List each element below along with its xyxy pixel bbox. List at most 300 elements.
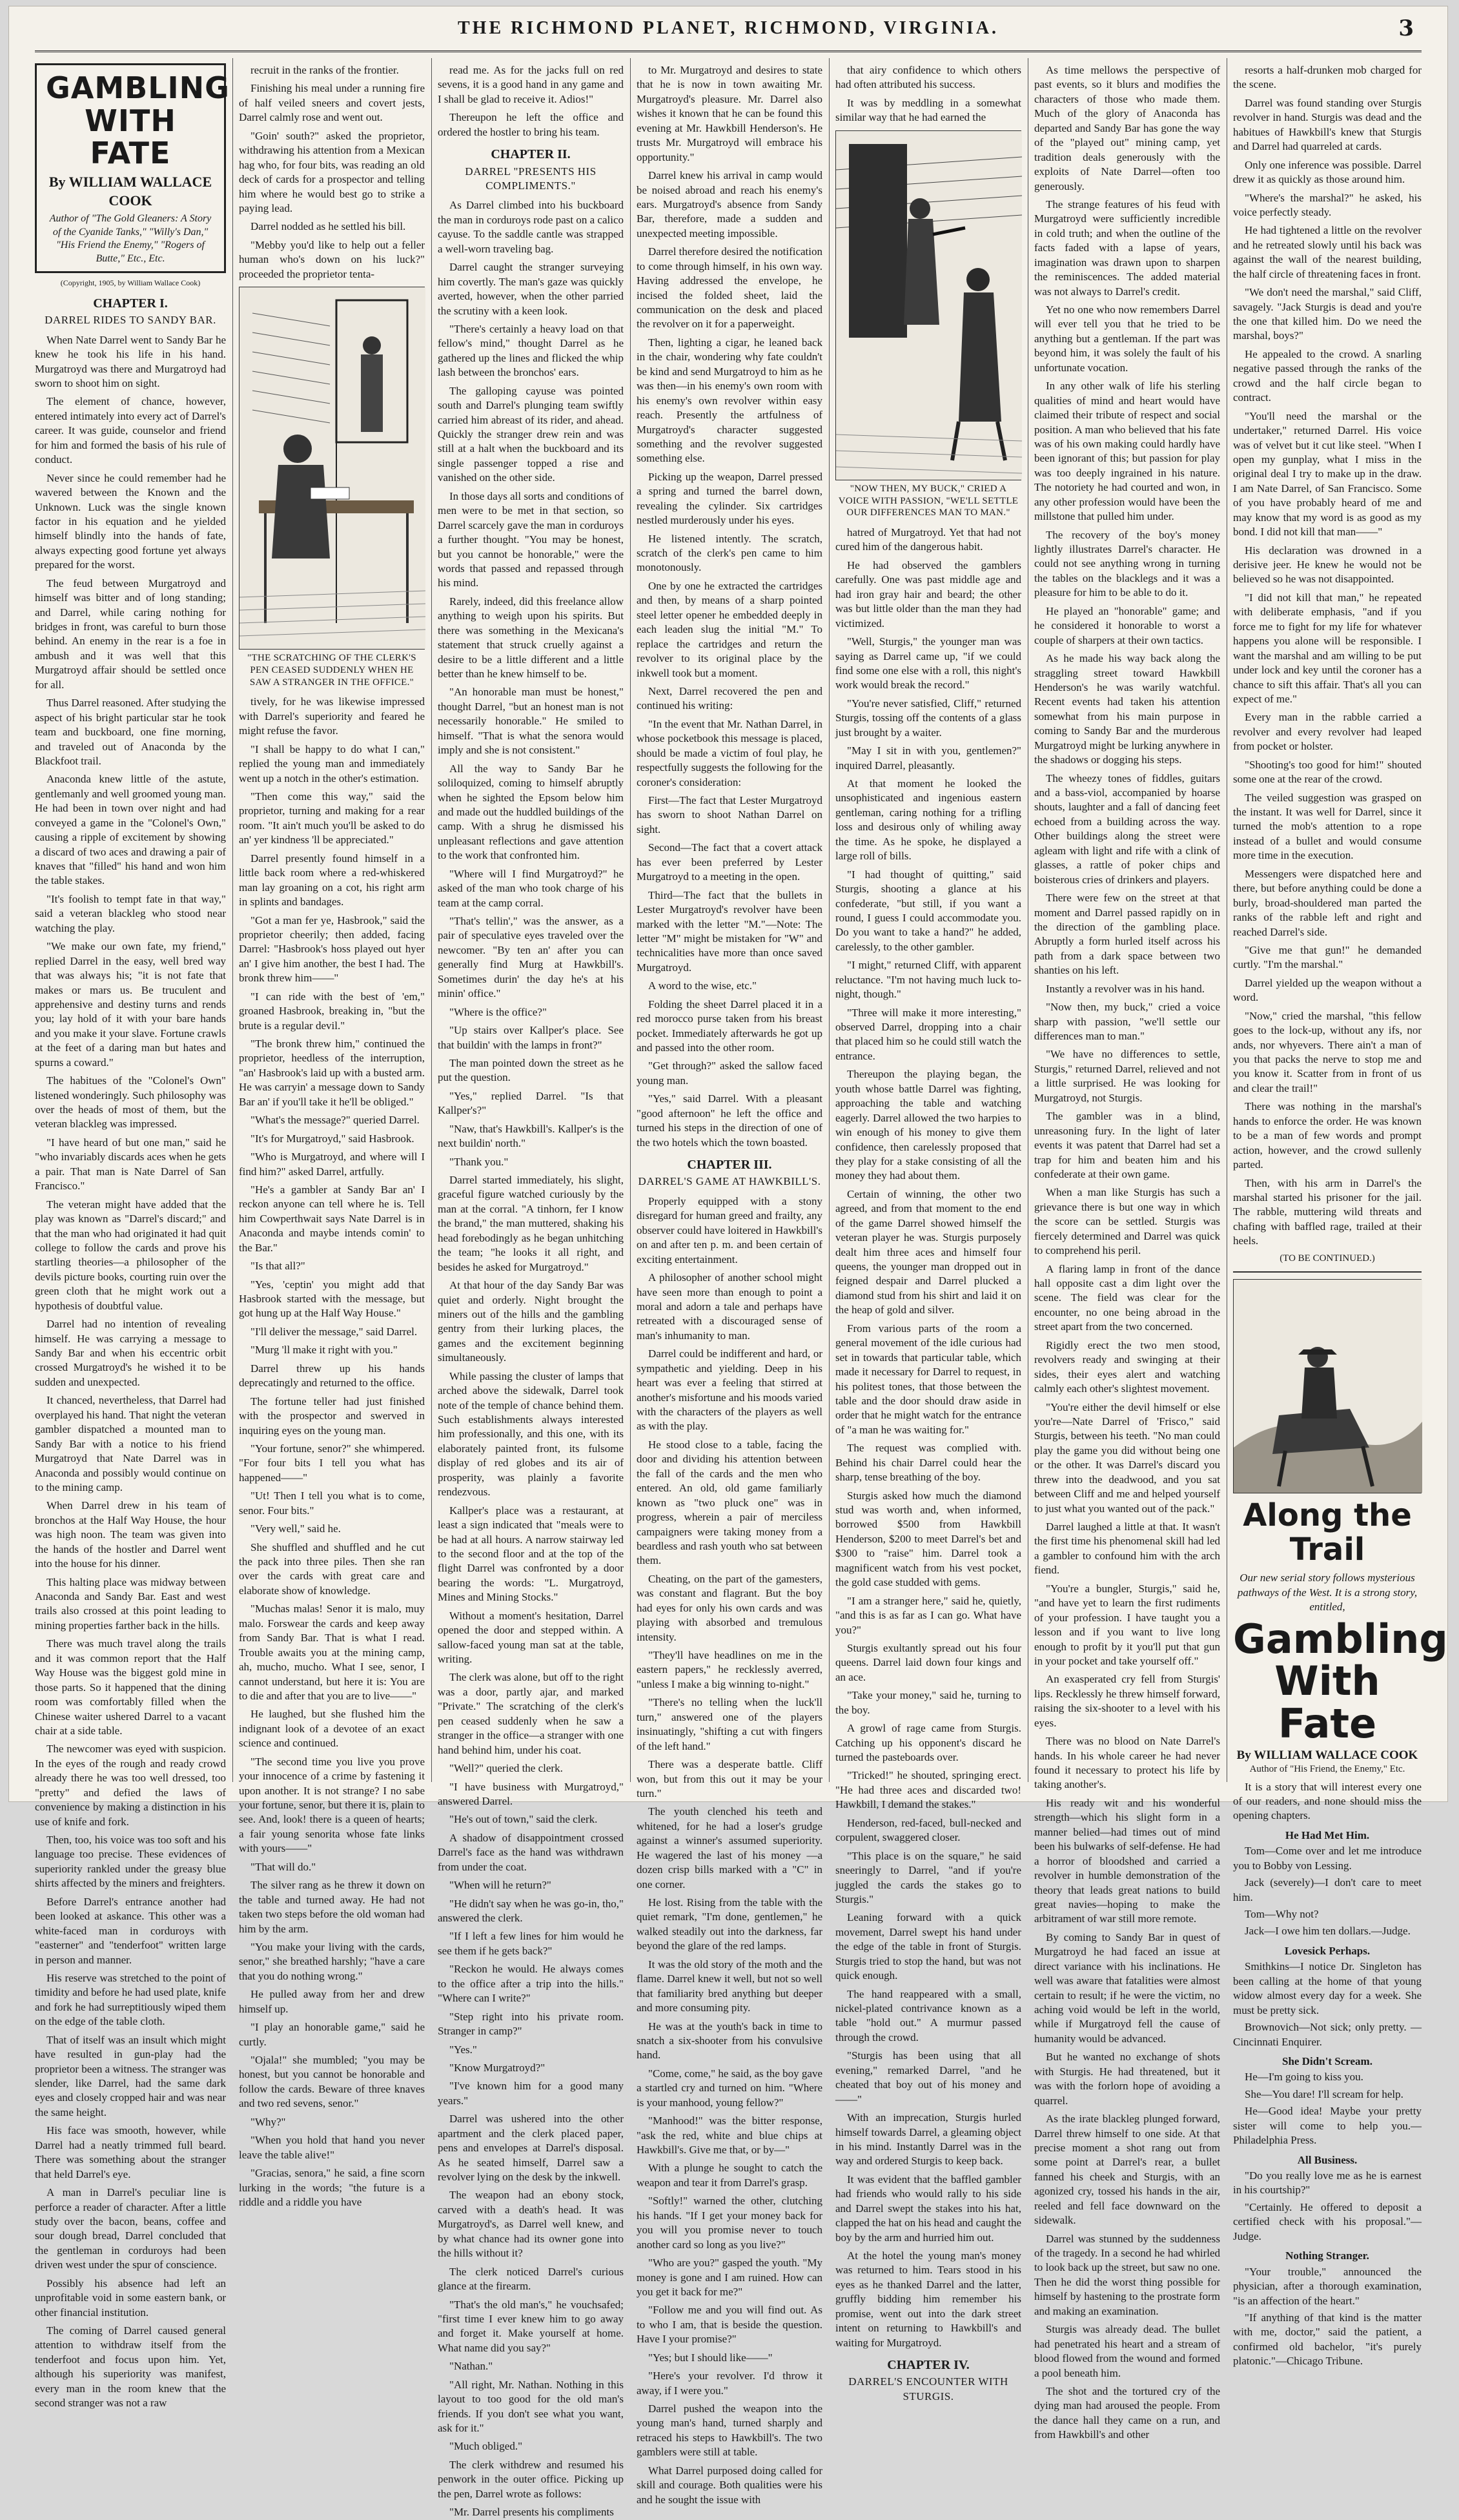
masthead [35,12,1422,52]
paragraph: The gambler was in a blind, unreasoning fury. In the light of later events it was patent that Darrel had set a trap for him and beaten him and his confederate at their own game. [1034,1110,1220,1180]
paragraph: "If I left a few lines for him would he see them if he gets back?" [438,1930,624,1957]
paragraph: "In the event that Mr. Nathan Darrel, in whose pocketbook this message is placed, should be made a victim of foul play, he respectfully suggests the following for the coroner's consideration: [637,717,822,788]
ad-title: Along the Trail [1243,1497,1412,1568]
paragraph: "We don't need the marshal," said Cliff, savagely. "Jack Sturgis is dead and you're the one that killed him. Do we need the marshal, boys?" [1233,286,1422,342]
paragraph: It was the old story of the moth and the flame. Darrel knew it well, but not so well that familiarity bred anything but deeper and more consuming pity. [637,1958,822,2014]
illustration-trail [1233,1279,1422,1493]
joke-line: He—Good idea! Maybe your pretty sister will come to help you.—Philadelphia Press. [1233,2105,1422,2147]
column-4 [637,63,822,2506]
paragraph: At that moment he looked the unsophisticated and ingenious eastern gentleman, caring nothing for a trifling loss and desirous only of whiling away the time. As he spoke, he displayed a large roll of bills. [835,777,1021,863]
paragraph: "Now then, my buck," cried a voice sharp with passion, "we'll settle our differences man to man." [1034,1001,1220,1042]
paragraph: "He didn't say when he was go-in, tho," answered the clerk. [438,1897,624,1925]
paragraph: "He's a gambler at Sandy Bar an' I reckon anyone can tell where he is. Tell him Cowperthwait says Nate Darrel is in Anaconda and maybe intends comin' to the Bar." [239,1183,425,1254]
paragraph: "That's the old man's," he vouchsafed; "first time I ever knew him to go away and forget it. Make yourself at home. What name did you say?" [438,2298,624,2354]
paper [311,487,349,499]
paragraph: "Ojala!" she mumbled; "you may be honest, but you cannot be honorable and follow the cards. Beware of three knaves and two red sevens, senor." [239,2054,425,2110]
paragraph: "I have heard of but one man," said he "who invariably discards aces when he gets a pair. That man is Nate Darrel of San Francisco." [35,1136,226,1193]
paragraph: A growl of rage came from Sturgis. Catching up his opponent's discard he turned the pasteboards over. [835,1722,1021,1763]
paragraph: Only one inference was possible. Darrel drew it as quickly as those around him. [1233,158,1422,186]
article-body [438,63,624,139]
rider-figure [1301,1368,1337,1419]
paragraph: "Mr. Darrel presents his compliments [449,2506,614,2519]
page-number: 3 [1398,15,1414,41]
story-byline: By WILLIAM WALLACE COOK [48,173,212,209]
paragraph: "It's for Murgatroyd," said Hasbrook. [250,1132,414,1145]
column-1 [35,63,230,2410]
paragraph: Then, with his arm in Darrel's the marshal started his prisoner for the jail. The rabble, muttering wild threats and chafing with baffled rage, trailed at their heels. [1233,1176,1422,1247]
paragraph: Possibly his absence had left an unprofitable void in some eastern bank, or other financial institution. [35,2277,226,2319]
paragraph: His reserve was stretched to the point of timidity and before he had used plate, knife and fork he had surreptitiously wiped them on the edge of the table cloth. [35,1971,226,2028]
paragraph: He laughed, but she flushed him the indignant look of a devotee of an exact science and continued. [239,1708,425,1750]
paragraph: "Yes," said Darrel. With a pleasant "good afternoon" he left the office and turned his steps in the direction of one of the two hotels which the town boasted. [637,1092,822,1149]
paragraph: Darrel pushed the weapon into the young man's hand, turned sharply and retraced his steps to Hawkbill's. The two gamblers were still at table. [637,2402,822,2459]
paragraph: The youth clenched his teeth and whitened, for he had a loser's grudge against a winner's assumed superiority. He wagered the last of his money —a dozen crisp bills marked with a "C" in one corner. [637,1805,822,1890]
paragraph: Messengers were dispatched here and there, but before anything could be done a burly, broad-shouldered man parted the ranks of the rabble left and right and reached Darrel's side. [1233,867,1422,938]
paragraph: There was a desperate battle. Cliff won, but from this out it may be your turn." [637,1758,822,1799]
joke-line: Brownovich—Not sick; only pretty. —Cincinnati Enquirer. [1233,2021,1422,2048]
paragraph: "You make your living with the cards, senor," she breathed harshly; "have a care that you do nothing wrong." [239,1940,425,1982]
column-rule [630,58,631,1782]
paragraph: "It's foolish to tempt fate in that way," said a veteran blackleg who stood near watching the play. [35,892,226,934]
paragraph: The shot and the tortured cry of the dying man had aroused the people. From the dance hall they came on a run, and from Hawkbill's and other [1034,2384,1220,2441]
paragraph: Cheating, on the part of the gamesters, was constant and flagrant. But the boy had eyes for only his own cards and was playing with absorbed and tremulous intensity. [637,1572,822,1643]
illustration-caption: "THE SCRATCHING OF THE CLERK'S PEN CEASED SUDDENLY WHEN HE SAW A STRANGER IN THE OFFICE." [247,653,416,688]
paragraph: "There's no telling when the luck'll turn," answered one of the players insinuatingly, "shifting a cut with fingers of the left hand." [637,1696,822,1752]
paragraph: "You're either the devil himself or else you're—Nate Darrel of 'Frisco," said Sturgis, between his teeth. "No man could play the game you did without being one or the other. It was Darrel's discard you threw into the deadwood, and you sat between Cliff and me and helped yourself to just what you wanted out of the pack." [1034,1400,1220,1515]
joke-line: "If anything of that kind is the matter with me, doctor," said the patient, a confirmed old bachelor, "it's purely platonic."—Chicago Tribune. [1233,2311,1422,2368]
paragraph: "When will he return?" [449,1879,551,1892]
divider [1233,1271,1422,1273]
paragraph: "Get through?" asked the sallow faced young man. [637,1060,822,1087]
paragraph: Henderson, red-faced, bull-necked and corpulent, swaggered closer. [835,1816,1021,1844]
paragraph: As time mellows the perspective of past events, so it blurs and modifies the characters of those who made them. Much of the glory of Anaconda has departed and Sandy Bar has gone the way of the "played out" mining camp, yet tradition deals generously with the exploits of Nate Darrel—often too generously. [1034,64,1220,192]
joke-line: "Your trouble," announced the physician, after a thorough examination, "is an affection of the heart." [1233,2265,1422,2307]
paragraph: Rarely, indeed, did this freelance allow anything to weigh upon his spirits. But there was something in the Mexicana's statement that struck cruelly against a desire to be a little different and a little better than he knew himself to be. [438,595,624,681]
paragraph: Instantly a revolver was in his hand. [1046,982,1205,995]
paragraph: hatred of Murgatroyd. Yet that had not cured him of the dangerous habit. [835,526,1021,553]
paragraph: The clerk noticed Darrel's curious glance at the firearm. [438,2265,624,2293]
paragraph: The habitues of the "Colonel's Own" listened wonderingly. Such philosophy was over the heads of most of them, but the veteran blackleg was impressed. [35,1074,226,1131]
paragraph: Darrel nodded as he settled his bill. [250,220,406,233]
paragraph: Darrel was stunned by the suddenness of the tragedy. In a second he had whirled to look back up the street, but saw no one. Then he did the worst thing possible for himself by hastening to the prostrate form and making an examination. [1034,2232,1220,2317]
paragraph: Without a moment's hesitation, Darrel opened the door and stepped within. A sallow-faced young man sat at the table, writing. [438,1609,624,1666]
paragraph: "We make our own fate, my friend," replied Darrel in the easy, well bred way that was always his; "it is not fate that makes or mars us. Be truculent and apprehensive and destiny turns and rends you; lay hold of it with your bare hands and you make it your slave. Fortune crawls at the feet of a daring man but hates and spurns a coward." [35,940,226,1069]
joke-line: Tom—Why not? [1245,1908,1319,1921]
paragraph: Third—The fact that the bullets in Lester Murgatroyd's revolver have been marked with the letter "M."—Note: The letter "M" might be mistaken for "W" and technicalities have more than once saved Murgatroyd. [637,888,822,974]
paragraph: "Shooting's too good for him!" shouted some one at the rear of the crowd. [1233,758,1422,786]
paragraph: Darrel presently found himself in a little back room where a red-whiskered man lay groaning on a cot, his right arm in splints and bandages. [239,852,425,908]
paragraph: The fortune teller had just finished with the prospector and swerved in inquiring eyes on the young man. [239,1395,425,1437]
ad-author-of: Author of "His Friend, the Enemy," Etc. [1249,1763,1405,1774]
paragraph: "I did not kill that man," he repeated with deliberate emphasis, "and if you force me to fight for my life for whatever happens you alone will be responsible. I want the marshal and am willing to be put under lock and key until the coroner has a chance to sift this affair. That's all you can expect of me." [1233,591,1422,705]
paragraph: In any other walk of life his sterling qualities of mind and heart would have claimed their tribute of respect and social position. A man who believed that his fate was of his own making could hardly have been ignorant of this; but passion for play was too deeply ingrained in his nature. The notoriety he had courted and won, in any other profession would have been the millstone that pulled him under. [1034,380,1220,523]
stranger-figure [361,354,383,432]
paragraph: "Where's the marshal?" he asked, his voice perfectly steady. [1233,191,1422,218]
ad-byline: By WILLIAM WALLACE COOK [1236,1748,1418,1762]
paragraph: Every man in the rabble carried a revolver and every revolver had leaped from pocket or holster. [1233,711,1422,753]
paragraph: "Here's your revolver. I'd throw it away, if I were you." [637,2370,822,2397]
paragraph: Certain of winning, the other two agreed, and from that moment to the end of the game Darrel showed himself the veteran player he was. Sturgis purposely dealt him three aces and himself four queens, the younger man dropped out in feigned despair and Darrel plucked a diamond stud from his shirt and laid it on the heap of gold and silver. [835,1187,1021,1316]
paragraph: Finishing his meal under a running fire of half veiled sneers and covert jests, Darrel calmly rose and went out. [239,82,425,124]
paragraph: Darrel threw up his hands deprecatingly and returned to the office. [239,1362,425,1389]
paragraph: He had tightened a little on the revolver and he retreated slowly until his back was against the wall of the nearest building, the half circle of threatening faces in front. [1233,224,1422,280]
paragraph: This halting place was midway between Anaconda and Sandy Bar. East and west trails also crossed at this point leading to mining properties farther back in the hills. [35,1575,226,1632]
paragraph: He appealed to the crowd. A snarling negative passed through the ranks of the crowd and the half circle began to contract. [1233,347,1422,404]
paragraph: The coming of Darrel caused general attention to withdraw itself from the tenderfoot and focus upon him. Yet, although his superiority was manifest, every man in the room knew that the second stranger was not a raw [35,2324,226,2410]
paragraph: There was no blood on Nate Darrel's hands. In his whole career he had never found it necessary to protect his life by taking another's. [1034,1735,1220,1791]
paragraph: "Manhood!" was the bitter response, "ask the red, white and blue chips at Hawkbill's. Give me that, or by—" [637,2115,822,2156]
paragraph: tively, for he was likewise impressed with Darrel's superiority and feared he might refuse the favor. [239,695,425,737]
paragraph: Leaning forward with a quick movement, Darrel swept his hand under the edge of the table in front of Sturgis. Sturgis tried to stop the hand, but was not quick enough. [835,1911,1021,1982]
paragraph: Second—The fact that a covert attack has ever been preferred by Lester Murgatroyd to a meeting in the open. [637,841,822,883]
paragraph: As he made his way back along the straggling street toward Hawkbill Henderson's he was warily watchful. Recent events had taken his attention somewhat from his main purpose in coming to Sandy Bar and the murderous Murgatroyd might be lurking anywhere in the shadows or dogging his steps. [1034,652,1220,766]
darrel-head [966,268,990,291]
paragraph: Darrel could be indifferent and hard, or sympathetic and yielding. Deep in his heart was ever a feeling that stirred at another's misfortune and his moods varied with the characters of the players as well as with the play. [637,1347,822,1433]
paragraph: "Where will I find Murgatroyd?" he asked of the man who took charge of his team at the camp corral. [438,867,624,909]
paragraph: "Three will make it more interesting," observed Darrel, dropping into a chair that placed him so he could still watch the entrance. [835,1006,1021,1062]
paragraph: The veiled suggestion was grasped on the instant. It was well for Darrel, since it turned the mob's attention to a rope instead of a bullet and would consume more time in the execution. [1233,791,1422,862]
paragraph: With a plunge he sought to catch the weapon and tear it from Darrel's grasp. [637,2162,822,2189]
paragraph: Folding the sheet Darrel placed it in a red morocco purse taken from his breast pocket. Immediately afterwards he got up and passed into the other room. [637,998,822,1054]
paragraph: Then, lighting a cigar, he leaned back in the chair, wondering why fate couldn't be kind and send Murgatroyd to him as he was then—in his enemy's own room with his enemy's own revolver within easy reach. Presently the artfulness of Murgatroyd's character suggested something and the revolver suggested something else. [637,336,822,465]
joke-title: Lovesick Perhaps. [1284,1944,1371,1957]
paragraph: His face was smooth, however, while Darrel had a neatly trimmed full beard. There was something about the stranger that held Darrel's eye. [35,2124,226,2180]
paragraph: "The second time you live you prove your innocence of a crime by fastening it upon another. It is not strange? I no sabe your fortune, senor, but there it is, plain to see. And, look! there is a queen of hearts; a fair young senorita whose fate links with yours——" [239,1755,425,1855]
paragraph: The silver rang as he threw it down on the table and turned away. He had not taken two steps before the old woman had him by the arm. [239,1879,425,1935]
joke-line: She—You dare! I'll scream for help. [1245,2087,1403,2100]
paragraph: In those days all sorts and conditions of men were to be met in that section, so Darrel scarcely gave the man in corduroys a further thought. "You may be honest, but you cannot be honorable," were the words that passed and repassed through his mind. [438,489,624,589]
paragraph: The feud between Murgatroyd and himself was bitter and of long standing; and Darrel, while caring nothing for bridges in front, was careful to burn those behind. An enemy in the rear is a foe in ambush and it was well that this Murgatroyd affair should be settled once for all. [35,577,226,691]
paragraph: "You'll need the marshal or the undertaker," returned Darrel. His voice was of velvet but it cut like steel. "When I open my gunplay, what I miss in the original deal I try to make up in the draw. I am Nate Darrel, of San Francisco. Some of you have probably heard of me and may know that my word is as good as my bond. I did not kill that man——" [1233,409,1422,538]
paragraph: "Muchas malas! Senor it is malo, muy malo. Forswear the cards and keep away from Sandy Bar. That is what I read. Trouble awaits you at the mining camp, ah, mucho, mucho. What I see, senor, I cannot understand, but here it is: You are to die and after that you are to live——" [239,1603,425,1702]
paragraph: "I shall be happy to do what I can," replied the young man and immediately went up a notch in the other's estimation. [239,743,425,784]
paragraph: "Nathan." [449,2360,493,2373]
paragraph: "Is that all?" [250,1260,305,1273]
paragraph: He was at the youth's back in time to snatch a six-shooter from his convulsive hand. [637,2020,822,2062]
story-author-of: Author of "The Gold Gleaners: A Story of the Cyanide Tanks," "Willy's Dan," "His Friend the Enemy," "Rogers of Butte," Etc., Etc. [49,212,212,265]
paragraph: "Come, come," he said, as the boy gave a startled cry and turned on him. "Where is your manhood, young fellow?" [637,2067,822,2109]
joke-line: Tom—Come over and let me introduce you to Bobby von Lessing. [1233,1845,1422,1872]
sturgis-head [910,198,930,219]
paragraph: "That will do." [250,1860,316,1873]
paragraph: Darrel knew his arrival in camp would be noised abroad and reach his enemy's ears. Murgatroyd's absence from Sandy Bar, therefore, made a sudden and unexpected meeting impossible. [637,169,822,240]
paragraph: He pulled away from her and drew himself up. [239,1988,425,2015]
paragraph: Never since he could remember had he wavered between the Known and the Unknown. Luck was the single known factor in his equation and he yielded himself blindly into the hands of fate, always expecting good fortune yet always prepared for the worst. [35,471,226,571]
paragraph: He stood close to a table, facing the door and dividing his attention between the fall of the cards and the men who entered. An old, old game familiarly known as "two pluck one" was in progress, wherein a pair of merciless campaigners were taking money from a beardless and rash youth who sat between them. [637,1438,822,1567]
paragraph: The element of chance, however, entered intimately into every act of Darrel's career. It was guide, counselor and friend for him and formed the basis of his rule of conduct. [35,395,226,466]
paragraph: "Why?" [250,2115,286,2128]
paragraph: Sturgis exultantly spread out his four queens. Darrel laid down four kings and an ace. [835,1641,1021,1683]
paragraph: "Much obliged." [449,2440,523,2453]
paragraph: "Take your money," said he, turning to the boy. [835,1689,1021,1716]
paragraph: "I've known him for a good many years." [438,2080,624,2107]
paragraph: "I'll deliver the message," said Darrel. [250,1325,418,1338]
joke-line: Smithkins—I notice Dr. Singleton has been calling at the home of that young widow almost every day for a week. She must be pretty sick. [1233,1960,1422,2016]
paragraph: "Then come this way," said the proprietor, turning and making for a rear room. "It ain't much you'll be asked to do an' yer kindness 'll be appreciated." [239,790,425,846]
copyright-line: (Copyright, 1905, by William Wallace Cook) [60,278,201,288]
paragraph: Properly equipped with a stony disregard for human greed and frailty, any observer could have loitered in Hawkbill's on and after ten p. m. and been certain of exciting entertainment. [637,1194,822,1265]
paragraph: But he wanted no exchange of shots with Sturgis. He had threatened, but it was with the forlorn hope of avoiding a quarrel. [1034,2051,1220,2107]
article-body [239,63,425,282]
article-body [835,526,1021,2350]
paragraph: Darrel laughed a little at that. It wasn't the first time his phenomenal skill had led a gambler to confound him with the arch fiend. [1034,1521,1220,1577]
paragraph: "I had thought of quitting," said Sturgis, shooting a glance at his confederate, "but still, if you want a round, I guess I could accommodate you. Do you want to take a hand?" he added, carelessly, to the other gambler. [835,868,1021,953]
paragraph: All the way to Sandy Bar he soliloquized, coming to himself abruptly when he sighted the Epsom below him and made out the huddled buildings of the camp. With a shrug he dismissed his unpleasant reflections and gave attention to the work that confronted him. [438,762,624,862]
paragraph: "Reckon he would. He always comes to the office after a trip into the hills." "Where can I write?" [438,1963,624,2005]
paragraph: A man in Darrel's peculiar line is perforce a reader of character. After a little study over the bacon, beans, coffee and sour dough bread, Darrel concluded that the gentleman in corduroys had been driven west under the spur of conscience. [35,2186,226,2271]
paragraph: Next, Darrel recovered the pen and continued his writing: [637,684,822,712]
paragraph: that airy confidence to which others had often attributed his success. [835,64,1021,91]
paragraph: He had observed the gamblers carefully. One was past middle age and had iron gray hair and beard; the other was but little older than the man they had victimized. [835,558,1021,630]
paragraph: "Naw, that's Hawkbill's. Kallper's is the next buildin' north." [438,1122,624,1150]
column-5 [835,63,1021,2402]
chapter-heading: CHAPTER III. [687,1158,772,1173]
joke-title: She Didn't Scream. [1282,2054,1372,2067]
paragraph: Sturgis was already dead. The bullet had penetrated his heart and a stream of blood flowed from the wound and formed a pool beneath him. [1034,2323,1220,2379]
paragraph: When a man like Sturgis has such a grievance there is but one way in which the score can be settled. Sturgis was fiercely determined and Darrel was quick to comprehend his peril. [1034,1186,1220,1257]
paragraph: Thereupon he left the office and ordered the hostler to bring his team. [438,111,624,138]
paragraph: "You're never satisfied, Cliff," returned Sturgis, tossing off the contents of a glass just brought by a waiter. [835,697,1021,739]
paragraph: "Yes; but I should like——" [648,2351,773,2364]
paragraph: "When you hold that hand you never leave the table alive!" [239,2134,425,2161]
article-body [239,695,425,2209]
article-body [835,63,1021,125]
paragraph: That of itself was an insult which might have resulted in gun-play had the proprietor been a witness. The stranger was slender, like Darrel, had the same dark eyes and closely cropped hair and was near the same height. [35,2033,226,2118]
paragraph: "Who are you?" gasped the youth. "My money is gone and I am ruined. How can you get it back for me?" [637,2257,822,2298]
paragraph: He played an "honorable" game; and he considered it honorable to worst a couple of sharpers at their own tactics. [1034,604,1220,646]
joke-line: "Do you really love me as he is earnest in his courtship?" [1233,2169,1422,2197]
paragraph: While passing the cluster of lamps that arched above the sidewalk, Darrel took note of the temple of chance behind them. Such establishments always interested him professionally, and this one, with its elaborately painted front, its fulsome display of red globes and its air of prosperity, was plainly a favorite rendezvous. [438,1369,624,1499]
joke-line: He—I'm going to kiss you. [1245,2071,1363,2084]
paragraph: By coming to Sandy Bar in quest of Murgatroyd he had faced an issue at direct variance with his inclinations. He well was aware that fatalities were almost certain to result; if he were the victim, no aching void would be left in the world, while if Murgatroyd fell the cause of humanity would be advanced. [1034,1931,1220,2045]
paragraph: Before Darrel's entrance another had been looked at askance. This other was a white-faced man in corduroys with "easterner" and "tenderfoot" written large in person and manner. [35,1895,226,1966]
article-body [1233,63,1422,1249]
column-rule [431,58,432,1782]
joke-title: He Had Met Him. [1285,1829,1370,1841]
paragraph: A word to the wise, etc." [648,979,757,992]
column-2 [239,63,425,2208]
paragraph: Darrel yielded up the weapon without a word. [1233,976,1422,1004]
paragraph: It chanced, nevertheless, that Darrel had overplayed his hand. That night the veteran gambler dispatched a mounted man to Sandy Bar with a notice to his friend Murgatroyd that Nate Darrel was in Anaconda and possibly would continue on to the mining camp. [35,1394,226,1493]
paragraph: "Yes," replied Darrel. "Is that Kallper's?" [438,1089,624,1117]
paragraph: "Well, Sturgis," the younger man was saying as Darrel came up, "if we could find some one else with a roll, this night's work would break the record." [835,635,1021,691]
ad-story-title: Gambling With Fate [1233,1615,1448,1747]
paragraph: "There's certainly a heavy load on that fellow's mind," thought Darrel as he gathered up the lines and flicked the whip lash between the bronchos' ears. [438,322,624,379]
trail-rider-engraving [1234,1280,1422,1493]
paragraph: "Ut! Then I tell you what is to come, senor. Four bits." [239,1490,425,1517]
paragraph: "Well?" queried the clerk. [449,1762,563,1775]
paragraph: At that hour of the day Sandy Bar was quiet and orderly. Night brought the miners out of the hills and the gambling gentry from their lurking places, the games and the excitement beginning simultaneously. [438,1279,624,1364]
paragraph: "Now," cried the marshal, "this fellow goes to the lock-up, without any ifs, nor ands, nor whyevers. There ain't a man of you that packs the nerve to stop me and you know it. Scatter from in front of us and clear the trail!" [1233,1009,1422,1094]
column-3 [438,63,624,2519]
dark-building [849,144,907,338]
story-title-box [35,63,230,273]
paragraph: "They'll have headlines on me in the eastern papers," he recklessly averred, "unless I make a big winning to-night." [637,1649,822,1690]
paragraph: There was nothing in the marshal's hands to enforce the order. He was known to be a man of few words and prompt action, however, and the crowd sullenly parted. [1233,1100,1422,1171]
paragraph: A philosopher of another school might have seen more than enough to point a moral and adorn a tale and perhaps have retreated with a discouraged sense of man's inhumanity to man. [637,1271,822,1342]
paragraph: An exasperated cry fell from Sturgis' lips. Recklessly he threw himself forward, raising the six-shooter to a level with his eyes. [1034,1673,1220,1729]
paragraph: The clerk withdrew and resumed his penwork in the outer office. Picking up the pen, Darrel wrote as follows: [438,2458,624,2500]
jokes-section [1233,1829,1422,2369]
paragraph: The weapon had an ebony stock, carved with a death's head. It was Murgatroyd's, as Darrel well knew, and by what chance had its owner gone into the hills without it? [438,2189,624,2260]
joke-title: All Business. [1297,2153,1358,2166]
paragraph: "Tricked!" he shouted, springing erect. "He had three aces and discarded two! Hawkbill, I demand the stakes." [835,1769,1021,1811]
clerk-figure [272,465,330,558]
paragraph: "Very well," said he. [250,1522,341,1535]
paragraph: "I have business with Murgatroyd," answered Darrel. [438,1780,624,1807]
paragraph: "That's tellin'," was the answer, as a pair of speculative eyes traveled over the newcomer. "By ten an' after you can generally find Murg at Hawkbill's. Sometimes durin' the day he's at his minin' office." [438,915,624,1000]
paragraph: When Darrel drew in his team of bronchos at the Half Way House, the hour was high noon. The team was given into the hands of the hostler and Darrel went into the house for his dinner. [35,1499,226,1570]
paragraph: There was much travel along the trails and it was common report that the Half Way House was the biggest gold mine in those parts. So it happened that the dining room was comfortably filled when the Chinese waiter ushered Darrel to a vacant chair at a side table. [35,1637,226,1737]
chapter-subtitle: DARREL "PRESENTS HIS COMPLIMENTS." [465,165,597,192]
article-body [35,333,226,2411]
illustration-caption: "NOW THEN, MY BUCK," CRIED A VOICE WITH PASSION, "WE'LL SETTLE OUR DIFFERENCES MAN TO MAN." [838,483,1019,518]
paragraph: "Yes." [449,2043,477,2056]
chapter-subtitle: DARREL'S GAME AT HAWKBILL'S. [638,1175,821,1188]
ad-note: It is a story that will interest every one of our readers, and none should miss the opening chapters. [1233,1780,1422,1822]
paragraph: "Follow me and you will find out. As to who I am, that is beside the question. Have I your promise?" [637,2304,822,2346]
paragraph: The veteran might have added that the play was known as "Darrel's discard;" and that the man who had originated it had quit college to follow the cards and prove his startling theories—a philosopher of the devils picture books, courting ruin over the green cloth that he might work out a hypothesis of doubtful value. [35,1198,226,1312]
paragraph: "Where is the office?" [449,1005,547,1018]
paragraph: "He's out of town," said the clerk. [449,1813,598,1826]
illustration-clerk-office [239,287,425,650]
column-rule [829,58,830,1782]
ad-blurb: Our new serial story follows mysterious pathways of the West. It is a strong story, entitled, [1237,1572,1418,1613]
column-6 [1034,63,1220,2441]
paragraph: The clerk was alone, but off to the right was a door, partly ajar, and marked "Private." The scratching of the clerk's pen ceased suddenly when he saw a stranger in the office—a stranger with one hand behind him, under his coat. [438,1671,624,1756]
chapter-heading: CHAPTER IV. [887,2358,970,2373]
paragraph: The request was complied with. Behind his chair Darrel could hear the sharp, tense breathing of the boy. [835,1442,1021,1484]
paragraph: "All right, Mr. Nathan. Nothing in this layout to too good for the old man's friends. If you don't see what you want, ask for it." [438,2378,624,2435]
paragraph: "Softly!" warned the other, clutching his hands. "If I get your money back for you will you promise never to touch another card so long as you live?" [637,2195,822,2251]
paragraph: Darrel had no intention of revealing himself. He was carrying a message to Sandy Bar and when his eccentric orbit crossed Murgatroyd's he wished it to be sudden and unexpected. [35,1318,226,1388]
paragraph: Darrel was found standing over Sturgis revolver in hand. Sturgis was dead and the habitues of Hawkbill's knew that Sturgis and Darrel had quarreled at cards. [1233,96,1422,153]
paragraph: "Gracias, senora," he said, a fine scorn lurking in the words; "the future is a riddle and a riddle you have [239,2167,425,2208]
paragraph: Picking up the weapon, Darrel pressed a spring and turned the barrel down, revealing the cylinder. Six cartridges nestled murderously under his eyes. [637,470,822,527]
joke-line: Jack (severely)—I don't care to meet him. [1233,1876,1422,1903]
paragraph: First—The fact that Lester Murgatroyd has sworn to shoot Nathan Darrel on sight. [637,794,822,835]
paragraph: "Mebby you'd like to help out a feller human who's down on his luck?" proceeded the proprietor tenta- [239,238,425,280]
paragraph: "I can ride with the best of 'em," groaned Hasbrook, breaking in, "but the brute is a regular devil." [239,990,425,1032]
paragraph: Thereupon the playing began, the youth whose battle Darrel was fighting, approaching the table and watching eagerly. Darrel allowed the two harpies to win enough of his money to give them confidence, then carelessly proposed that they play for a stake consisting of all the money they had about them. [835,1068,1021,1182]
paragraph: At the hotel the young man's money was returned to him. Tears stood in his eyes as he thanked Darrel and the latter, gruffly bidding him remember his promise, went out into the dark street intent on returning to Hawkbill's and waiting for Murgatroyd. [835,2249,1021,2349]
paragraph: The recovery of the boy's money lightly illustrates Darrel's character. He could not see anything wrong in turning the tables on the blacklegs and it was a pleasure for him to be able to do it. [1034,528,1220,599]
paragraph: The newcomer was eyed with suspicion. In the eyes of the rough and ready crowd already there he was too well dressed, too "pretty" and defied the laws of convenience by making a distinction in his use of knife and fork. [35,1743,226,1828]
paragraph: "Who is Murgatroyd, and where will I find him?" asked Darrel, artfully. [239,1151,425,1178]
paragraph: As Darrel climbed into his buckboard the man in corduroys rode past on a calico cayuse. To the saddle cantle was strapped a well-worn traveling bag. [438,199,624,255]
hat [1298,1349,1337,1355]
article-body [1034,63,1220,2443]
paragraph: Darrel therefore desired the notification to come through himself, in his own way. Having addressed the envelope, he incised the folded sheet, laid the communication on the desk and placed the revolver on it for a paperweight. [637,245,822,331]
paragraph: He lost. Rising from the table with the quiet remark, "I'm done, gentlemen," he walked steadily out into the darkness, far beyond the glare of the red lamps. [637,1896,822,1952]
paragraph: "Goin' south?" asked the proprietor, withdrawing his attention from a Mexican hag who, for four bits, was reading an old deck of cards for a prospector and telling him where he would best go to strike a paying lead. [239,129,425,214]
paragraph: Sturgis asked how much the diamond stud was worth and, when informed, borrowed $500 from Hawkbill Henderson, $200 to meet Darrel's bet and $300 to "raise" him. Darrel took a magnificent watch from his vest pocket, the gold case studded with gems. [835,1489,1021,1589]
paragraph: There were few on the street at that moment and Darrel passed rapidly on in the direction of the gambling place. Abruptly a form hurled itself across his path from a dark space between two shanties on his left. [1034,892,1220,977]
paragraph: "I might," returned Cliff, with apparent reluctance. "I'm not having much luck to-night, though." [835,959,1021,1001]
paragraph: "Thank you." [449,1155,509,1168]
paragraph: Darrel started immediately, his slight, graceful figure watched curiously by the man at the corral. "A tinhorn, fer I know the brand," the man muttered, shaking his head forebodingly as he began unhitching the team; "he looks it all right, and besides he asked for Murgatroyd." [438,1174,624,1273]
chapter-subtitle: DARREL'S ENCOUNTER WITH STURGIS. [848,2375,1008,2402]
paragraph: "Sturgis has been using that all evening," remarked Darrel, "and he cheated that boy out of his money and——" [835,2049,1021,2105]
paragraph: The wheezy tones of fiddles, guitars and a bass-viol, accompanied by hoarse shouts, laughter and a fall of dancing feet echoed from a building across the way. Other buildings along the street were agleam with light and rife with a clink of glasses, a rattle of poker chips and boisterous cries of drinkers and players. [1034,772,1220,886]
paragraph: His declaration was drowned in a derisive jeer. He knew he would not be believed so he was not disappointed. [1233,544,1422,586]
paragraph: A flaring lamp in front of the dance hall opposite cast a dim light over the scene. The field was clear for the encounter, no one being abroad in the street apart from the two concerned. [1034,1262,1220,1333]
paragraph: Darrel was ushered into the other apartment and the clerk placed paper, pens and envelopes at Darrel's disposal. As he seated himself, Darrel saw a revolver lying on the desk by the inkwell. [438,2113,624,2184]
paragraph: "I am a stranger here," said he, quietly, "and this is as far as I can go. What have you?" [835,1594,1021,1636]
article-body [637,1194,822,2507]
gunfight-engraving [836,131,1022,480]
clerk-figure-head [283,435,312,463]
paragraph: "The bronk threw him," continued the proprietor, heedless of the interruption, "an' Hasbrook's laid up with a busted arm. He was carryin' a message down to Sandy Bar an' if you'll take it he'll be obliged." [239,1038,425,1108]
joke-title: Nothing Stranger. [1285,2249,1369,2262]
chapter-subtitle: DARREL RIDES TO SANDY BAR. [45,314,216,327]
paragraph: From various parts of the room a general movement of the idle curious had set in towards that particular table, which made it necessary for Darrel to request, in his politest tones, that those between the table and the door should draw aside in order that he might watch for the entrance of "a man he was waiting for." [835,1322,1021,1436]
paragraph: "We have no differences to settle, Sturgis," returned Darrel, relieved and not a little surprised. He was looking for Murgatroyd, not Sturgis. [1034,1048,1220,1104]
clerk-office-engraving [240,287,425,649]
chapter-heading: CHAPTER I. [93,296,168,311]
paragraph: "Your fortune, senor?" she whimpered. "For four bits I tell you what has happened——" [239,1442,425,1484]
paragraph: Darrel caught the stranger surveying him covertly. The man's gaze was quickly averted, however, when the other parried the scrutiny with a keen look. [438,261,624,317]
paragraph: "This place is on the square," he said sneeringly to Darrel, "and if you're juggled the cards the stakes go to Sturgis." [835,1849,1021,1905]
paragraph: Kallper's place was a restaurant, at least a sign indicated that "meals were to be had at all hours. A narrow stairway led to the second floor and at the top of the flight Darrel was confronted by a door bearing the words: "L. Murgatroyd, Mines and Mining Stocks." [438,1504,624,1604]
article-body [438,198,624,2519]
paragraph: His ready wit and his wonderful strength—which his slight form in a manner belied—had times out of mind been his bulwarks of self-defense. He had a horror of bloodshed and carried a revolver in humble demonstration of the theory that leads great nations to build great navies—hoping to make the arbitrament of war still more remote. [1034,1796,1220,1925]
stranger-figure-head [363,336,381,354]
paragraph: It was evident that the baffled gambler had friends who would rally to his side and Darrel swept the stakes into his hat, clapped the hat on his head and caught the boy by the arm and hurried him out. [835,2173,1021,2244]
paragraph: When Nate Darrel went to Sandy Bar he knew he took his life in his hand. Murgatroyd was there and Murgatroyd had sworn to shoot him on sight. [35,333,226,389]
story-title: GAMBLING WITH FATE [46,70,230,171]
paragraph: recruit in the ranks of the frontier. [250,64,399,76]
paragraph: "What's the message?" queried Darrel. [250,1114,420,1127]
paragraph: read me. As for the jacks full on red sevens, it is a good hand in any game and I shall be glad to receive it. Adios!" [438,64,624,105]
paragraph: "Step right into his private room. Stranger in camp?" [438,2010,624,2038]
paragraph: "Murg 'll make it right with you." [250,1344,398,1357]
paragraph: "I play an honorable game," said he curtly. [239,2021,425,2048]
joke-line: "Certainly. He offered to deposit a certified check with his proposal."—Judge. [1233,2200,1422,2242]
paragraph: Yet no one who now remembers Darrel will ever tell you that he tried to be anything but a gentleman. If the part was beyond him, it was solely the fault of his unfortunate vocation. [1034,303,1220,374]
paragraph: "Yes, 'ceptin' you might add that Hasbrook started with the message, but got hung up at the Half Way House." [239,1278,425,1320]
paragraph: With an imprecation, Sturgis hurled himself towards Darrel, a gleaming object in his mind. Instantly Darrel was in the way and ordered Sturgis to keep back. [835,2111,1021,2167]
paragraph: Then, too, his voice was too soft and his language too precise. These evidences of superiority rankled under the greasy blue shirts affected by the miners and freighters. [35,1834,226,1890]
newspaper-page [9,6,1448,2519]
paragraph: Thus Darrel reasoned. After studying the aspect of his bright particular star he took team and buckboard, one fine morning, and traveled out of Anaconda by the Blackfoot trail. [35,697,226,767]
paragraph: As the irate blackleg plunged forward, Darrel threw himself to one side. At that precise moment a shot rang out from some point at Darrel's rear, a bullet fanned his cheek and Sturgis, with an agonized cry, tossed his hands in the air, reeled and fell face downward on the sidewalk. [1034,2113,1220,2227]
paragraph: A shadow of disappointment crossed Darrel's face as the hand was withdrawn from under the coat. [438,1831,624,1873]
illustration-gunfight [835,130,1021,480]
paragraph: Anaconda knew little of the astute, gentlemanly and well groomed young man. He had been in town over night and had conveyed a game in the "Colonel's Own," causing a ripple of excitement by showing a discard of two aces and drawing a pair of knaves that "filled" his hand and won him the table stakes. [35,773,226,887]
paragraph: The galloping cayuse was pointed south and Darrel's plunging team swiftly carried him abreast of its rider, and ahead. Quickly the stranger drew rein and was still at a halt when the buckboard and its single passenger topped a rise and vanished on the other side. [438,384,624,484]
paragraph: He listened intently. The scratch, scratch of the clerk's pen came to him monotonously. [637,532,822,574]
paragraph: resorts a half-drunken mob charged for the scene. [1233,64,1422,91]
column-7 [1233,63,1448,2368]
paragraph: What Darrel purposed doing called for skill and courage. Both qualities were his and he sought the issue with [637,2464,822,2506]
chapter-heading: CHAPTER II. [491,147,571,162]
paragraph: Rigidly erect the two men stood, revolvers ready and swinging at their sides, their eyes alert and watching calmly each other's slightest movement. [1034,1338,1220,1395]
paragraph: The hand reappeared with a small, nickel-plated contrivance known as a table "hold out." A murmur passed through the crowd. [835,1987,1021,2044]
joke-line: Jack—I owe him ten dollars.—Judge. [1245,1925,1411,1938]
paragraph: The man pointed down the street as he put the question. [438,1056,624,1084]
paragraph: It was by meddling in a somewhat similar way that he had earned the [835,96,1021,124]
paragraph: She shuffled and shuffled and he cut the pack into three piles. Then she ran over the cards with great care and elaborate show of knowledge. [239,1541,425,1597]
article-body [637,63,822,1150]
paragraph: "Know Murgatroyd?" [449,2061,546,2074]
paragraph: "May I sit in with you, gentlemen?" inquired Darrel, pleasantly. [835,744,1021,772]
paragraph: "Up stairs over Kallper's place. See that buildin' with the lamps in front?" [438,1024,624,1051]
column-rule [232,58,233,1782]
paragraph: "An honorable man must be honest," thought Darrel, "but an honest man is not necessarily honorable." He smiled to himself. "That is what the senora would imply and she is not consistent." [438,686,624,757]
paragraph: "Give me that gun!" he demanded curtly. "I'm the marshal." [1233,943,1422,971]
paragraph: "Got a man fer ye, Hasbrook," said the proprietor cheerily; then added, facing Darrel: "Hasbrook's hoss played out hyer an' I give him another, the best I had. The bronk threw him——" [239,914,425,985]
